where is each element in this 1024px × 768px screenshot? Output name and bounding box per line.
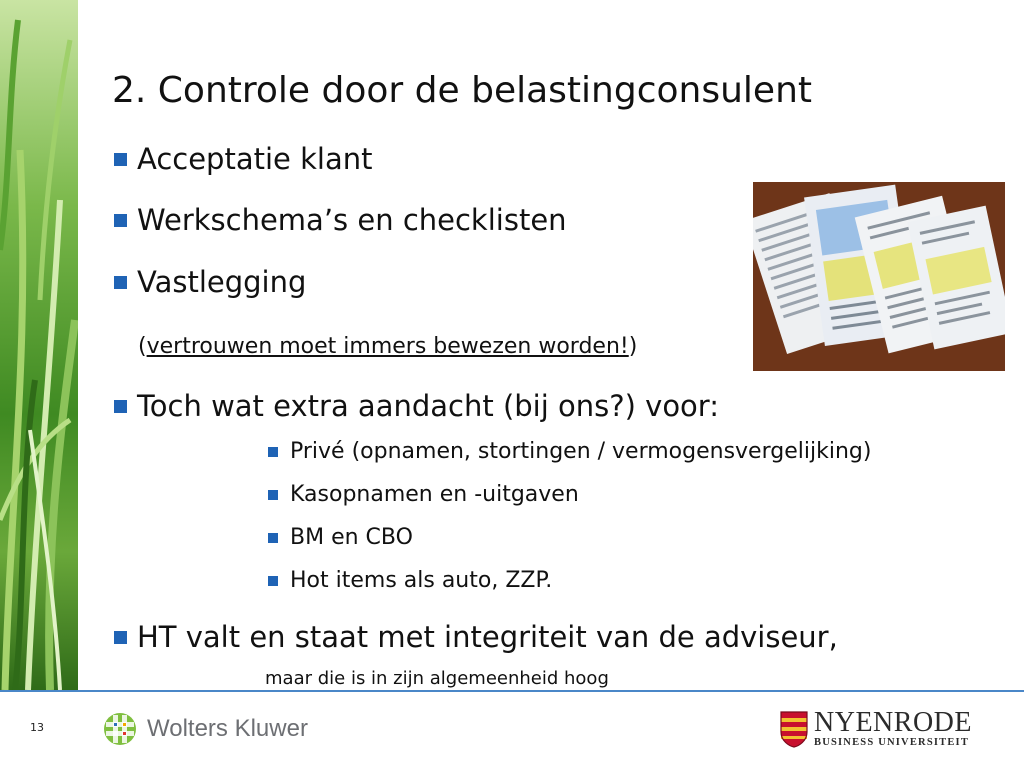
- sub-bullet-item: [268, 482, 579, 507]
- sub-bullet-text: Privé (opnamen, stortingen / vermogensvergelijking): [290, 439, 872, 464]
- checklist-papers-photo: [753, 182, 1005, 371]
- papers-image: [753, 182, 1005, 371]
- bullet-square-icon: [114, 276, 127, 289]
- nyenrode-logo-text: NYENRODE: [814, 707, 972, 738]
- bullet-item: [114, 203, 567, 237]
- bullet-item: [114, 142, 372, 176]
- bullet-square-icon: [268, 576, 278, 586]
- bullet-square-icon: [268, 533, 278, 543]
- grass-decoration: [0, 0, 78, 690]
- bullet-text: HT valt en staat met integriteit van de adviseur,: [137, 620, 838, 654]
- footer-divider: [0, 690, 1024, 692]
- slide-title: 2. Controle door de belastingconsulent: [112, 70, 812, 111]
- sub-bullet-item: [268, 568, 552, 593]
- bullet-item: [114, 389, 719, 423]
- bullet-text: Acceptatie klant: [137, 142, 373, 176]
- bullet-square-icon: [114, 400, 127, 413]
- bullet-text: Vastlegging: [137, 265, 307, 299]
- wolters-kluwer-logo-text: Wolters Kluwer: [147, 715, 308, 742]
- page-number: 13: [30, 721, 44, 734]
- bullet-square-icon: [268, 490, 278, 500]
- nyenrode-logo-subtext: BUSINESS UNIVERSITEIT: [814, 737, 970, 748]
- sub-bullet-item: [268, 525, 413, 550]
- bullet-text: Werkschema’s en checklisten: [137, 203, 567, 237]
- sub-bullet-item: [268, 439, 871, 464]
- note-open: (: [138, 334, 147, 359]
- bullet-square-icon: [114, 631, 127, 644]
- nyenrode-crest-icon: [780, 710, 808, 748]
- sub-bullet-text: Kasopnamen en -uitgaven: [290, 482, 579, 507]
- bullet-continuation: maar die is in zijn algemeenheid hoog: [265, 668, 609, 689]
- note-close: ): [628, 334, 638, 359]
- bullet-item: [114, 265, 306, 299]
- grass-blades-image: [0, 0, 78, 690]
- note-line: [138, 334, 637, 359]
- note-text: vertrouwen moet immers bewezen worden!: [146, 334, 629, 359]
- nyenrode-logo: [780, 709, 972, 749]
- sub-bullet-text: Hot items als auto, ZZP.: [290, 568, 553, 593]
- bullet-square-icon: [114, 214, 127, 227]
- wolters-kluwer-logo: [103, 712, 308, 746]
- wolters-kluwer-logo-icon: [103, 712, 137, 746]
- bullet-square-icon: [114, 153, 127, 166]
- bullet-text: Toch wat extra aandacht (bij ons?) voor:: [137, 389, 719, 423]
- bullet-square-icon: [268, 447, 278, 457]
- sub-bullet-text: BM en CBO: [290, 525, 413, 550]
- bullet-item: [114, 620, 838, 654]
